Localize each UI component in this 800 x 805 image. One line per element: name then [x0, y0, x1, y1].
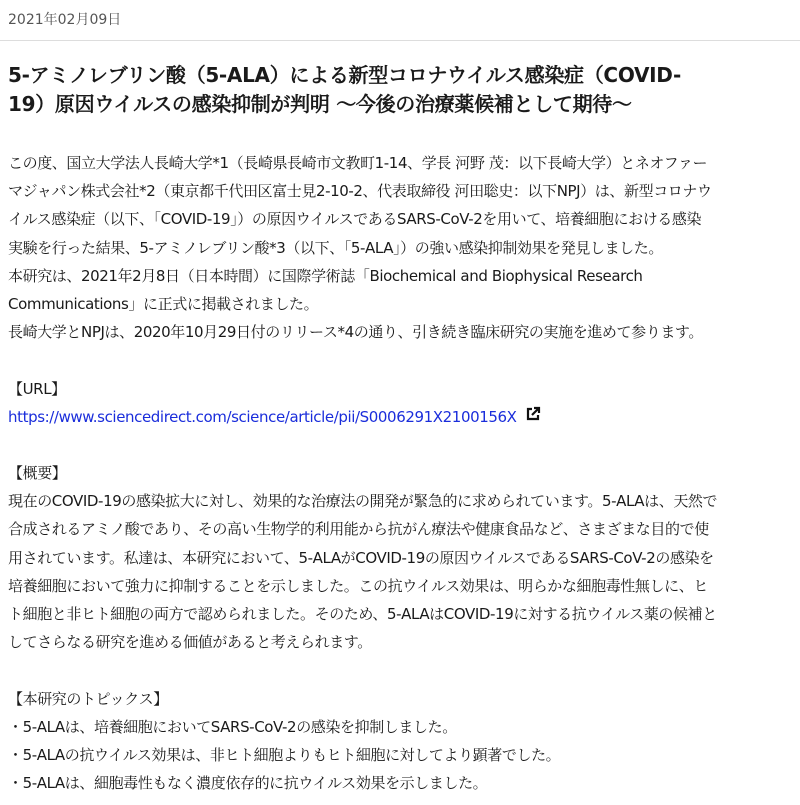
url-heading: 【URL】 [8, 379, 66, 398]
topics-heading: 【本研究のトピックス】 [8, 689, 168, 708]
text-line: イルス感染症（以下、「COVID-19」）の原因ウイルスであるSARS-CoV-2を用いて、培養細胞における感染 [8, 210, 702, 229]
list-item: ・5-ALAの抗ウイルス効果は、非ヒト細胞よりもヒト細胞に対してより顕著でした。 [8, 745, 561, 764]
text-line: 用されています。私達は、本研究において、5-ALAがCOVID-19の原因ウイルスであるSARS-CoV-2の感染を [8, 548, 714, 567]
title-line: 5-アミノレブリン酸（5-ALA）による新型コロナウイルス感染症（COVID- [8, 63, 681, 87]
text-line: マジャパン株式会社*2（東京都千代田区富士見2-10-2、代表取締役 河田聡史：以下NPJ）は、新型コロナウ [8, 182, 712, 201]
text-line: この度、国立大学法人長崎大学*1（長崎県長崎市文教町1-14、学長 河野 茂：以下長崎大学）とネオファー [8, 154, 708, 172]
text-line: ト細胞と非ヒト細胞の両方で認められました。そのため、5-ALAはCOVID-19に対する抗ウイルス薬の候補と [8, 605, 717, 623]
text-line: 実験を行った結果、5-アミノレブリン酸*3（以下、「5-ALA」）の強い感染抑制効果を発見しました。 [8, 238, 663, 257]
publish-date: 2021年02月09日 [0, 0, 800, 41]
topics-list [8, 713, 792, 798]
text-line: 培養細胞において強力に抑制することを示しました。この抗ウイルス効果は、明らかな細胞毒性無しに、ヒ [8, 576, 708, 595]
list-item: ・5-ALAは、細胞毒性もなく濃度依存的に抗ウイルス効果を示しました。 [8, 774, 488, 793]
text-line: 長崎大学とNPJは、2020年10月29日付のリリース*4の通り、引き続き臨床研究の実施を進めて参ります。 [8, 323, 703, 342]
paper-link[interactable]: https://www.sciencedirect.com/science/article/pii/S0006291X2100156X [8, 407, 517, 426]
text-line: 合成されるアミノ酸であり、その高い生物学的利用能から抗がん療法や健康食品など、さまざまな目的で使 [8, 520, 709, 539]
list-item: ・5-ALAは、培養細胞においてSARS-CoV-2の感染を抑制しました。 [8, 717, 457, 736]
text-line: Communications」に正式に掲載されました。 [8, 294, 319, 313]
text-line: 本研究は、2021年2月8日（日本時間）に国際学術誌「Biochemical and Biophysical Research [8, 266, 643, 285]
text-line: 現在のCOVID-19の感染拡大に対し、効果的な治療法の開発が緊急的に求められています。5-ALAは、天然で [8, 492, 718, 511]
summary-paragraph [8, 487, 792, 656]
summary-heading: 【概要】 [8, 464, 67, 483]
title-line: 19）原因ウイルスの感染抑制が判明 ～今後の治療薬候補として期待～ [8, 92, 632, 116]
article-title [8, 61, 792, 119]
text-line: してさらなる研究を進める価値があると考えられます。 [8, 633, 372, 652]
external-link-icon[interactable] [525, 403, 541, 431]
intro-paragraph [8, 149, 792, 346]
